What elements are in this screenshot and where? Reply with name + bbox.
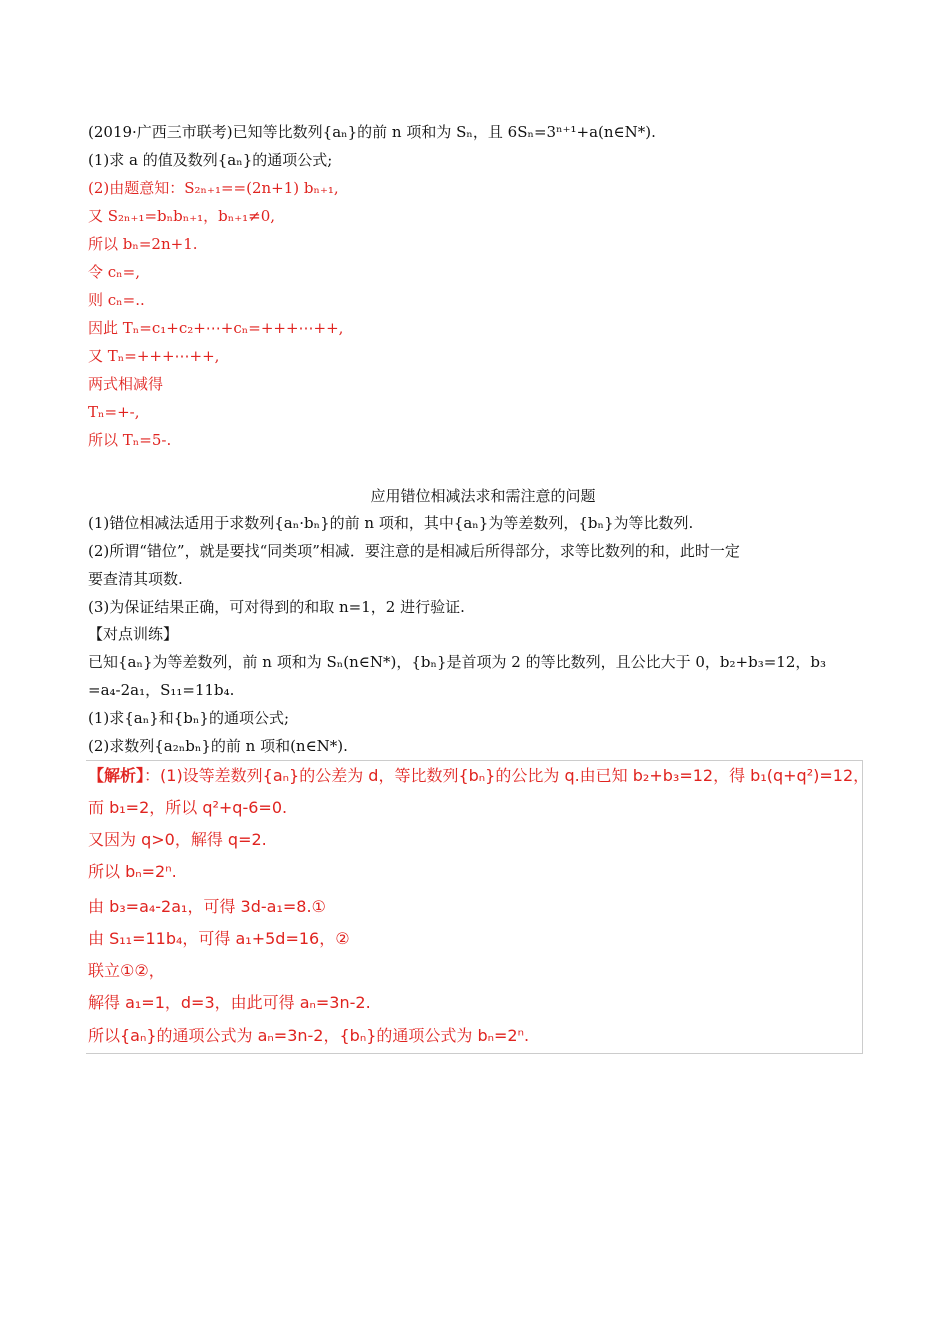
solution-line: 令 cₙ=, xyxy=(88,263,140,281)
analysis-first-text: ：(1)设等差数列{aₙ}的公差为 d，等比数列{bₙ}的公比为 q.由已知 b₂+b₃=12，得 b₁(q+q²)=12， xyxy=(144,766,870,785)
tip-line: (2)所谓“错位”，就是要找“同类项”相减．要注意的是相减后所得部分，求等比数列的和，此时一定 xyxy=(88,542,740,560)
solution-line: 则 cₙ=.. xyxy=(88,291,145,309)
solution-line: (2)由题意知：S₂ₙ₊₁==(2n+1) bₙ₊₁, xyxy=(88,179,339,197)
training-line: (2)求数列{a₂ₙbₙ}的前 n 项和(n∈N*). xyxy=(88,737,348,755)
analysis-line: 所以{aₙ}的通项公式为 aₙ=3n-2，{bₙ}的通项公式为 bₙ=2ⁿ. xyxy=(88,1026,530,1045)
analysis-line: 解得 a₁=1，d=3，由此可得 aₙ=3n-2. xyxy=(88,993,371,1012)
solution-line: 又 S₂ₙ₊₁=bₙbₙ₊₁，bₙ₊₁≠0, xyxy=(88,207,276,225)
analysis-label: 【解析】 xyxy=(88,766,145,785)
analysis-line: 又因为 q>0，解得 q=2. xyxy=(88,830,267,849)
solution-line: 又 Tₙ=+++⋯++, xyxy=(88,347,220,365)
analysis-line: 由 b₃=a₄-2a₁，可得 3d-a₁=8.① xyxy=(88,897,326,916)
analysis-box xyxy=(86,760,870,1054)
analysis-line: 联立①②， xyxy=(88,961,165,980)
solution-line: 两式相减得 xyxy=(88,375,164,393)
tip-line: (3)为保证结果正确，可对得到的和取 n=1，2 进行验证. xyxy=(88,598,465,616)
analysis-line: 而 b₁=2，所以 q²+q-6=0. xyxy=(88,798,288,817)
training-heading: 【对点训练】 xyxy=(88,625,179,643)
training-line: 已知{aₙ}为等差数列，前 n 项和为 Sₙ(n∈N*)，{bₙ}是首项为 2 的等比数列，且公比大于 0，b₂+b₃=12，b₃ xyxy=(88,653,826,671)
tip-line: (1)错位相减法适用于求数列{aₙ·bₙ}的前 n 项和，其中{aₙ}为等差数列，{bₙ}为等比数列. xyxy=(88,514,694,532)
training-line: (1)求{aₙ}和{bₙ}的通项公式; xyxy=(88,709,289,727)
solution-line: 所以 bₙ=2n+1. xyxy=(88,235,198,253)
analysis-line: 所以 bₙ=2ⁿ. xyxy=(88,862,177,881)
solution-line: 所以 Tₙ=5-. xyxy=(88,431,172,449)
training-line: =a₄-2a₁，S₁₁=11b₄. xyxy=(88,681,235,699)
tip-line: 要查清其项数. xyxy=(88,570,183,588)
analysis-first-line xyxy=(88,765,870,787)
problem-stem: (2019·广西三市联考)已知等比数列{aₙ}的前 n 项和为 Sₙ，且 6Sₙ=3ⁿ⁺¹+a(n∈N*). xyxy=(88,123,656,141)
analysis-line: 由 S₁₁=11b₄，可得 a₁+5d=16，② xyxy=(88,929,350,948)
solution-line: Tₙ=+-, xyxy=(88,403,140,421)
tip-title: 应用错位相减法求和需注意的问题 xyxy=(370,487,596,505)
problem-question-1: (1)求 a 的值及数列{aₙ}的通项公式; xyxy=(88,151,333,169)
solution-line: 因此 Tₙ=c₁+c₂+⋯+cₙ=+++⋯++, xyxy=(88,319,344,337)
